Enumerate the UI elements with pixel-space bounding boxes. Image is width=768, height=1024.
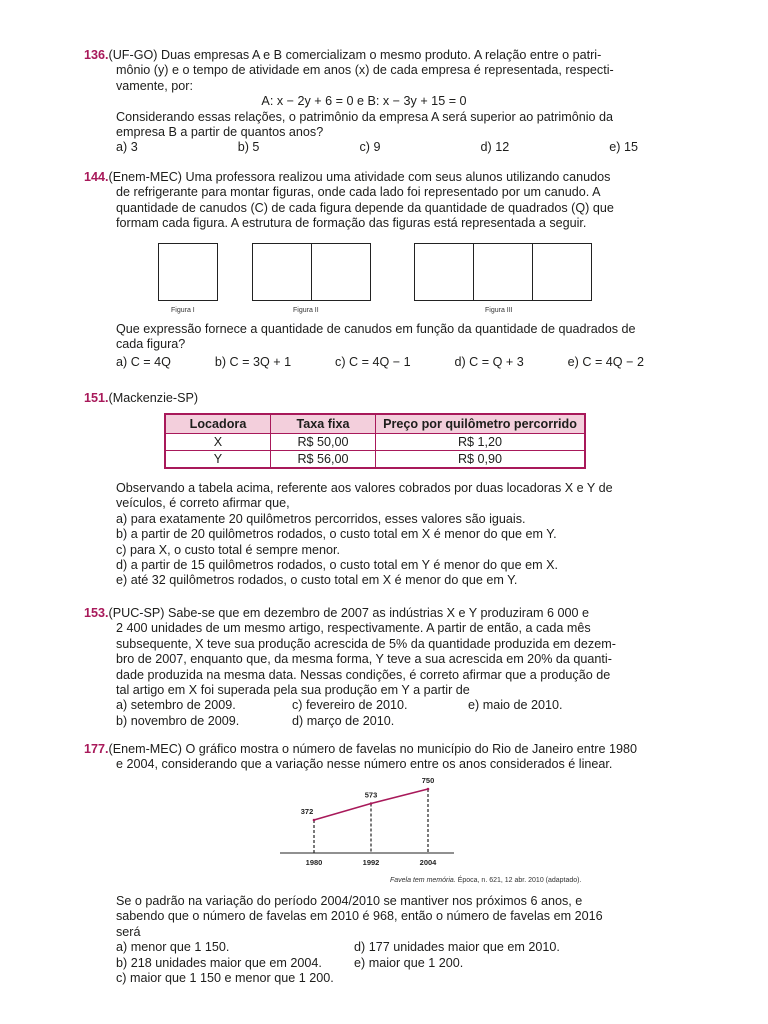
question-136 bbox=[84, 48, 644, 156]
question-number: 177. bbox=[84, 742, 109, 756]
x-tick-label: 2004 bbox=[419, 858, 437, 867]
source-title: Favela tem memória. bbox=[390, 877, 456, 884]
square bbox=[158, 243, 218, 301]
statement-line: mônio (y) e o tempo de atividade em anos (x) de cada empresa é representada, respecti- bbox=[116, 63, 614, 78]
question-151-header bbox=[84, 391, 644, 406]
source-details: Época, n. 621, 12 abr. 2010 (adaptado). bbox=[455, 877, 582, 884]
square bbox=[473, 243, 533, 301]
x-tick-label: 1992 bbox=[362, 858, 380, 867]
square bbox=[414, 243, 474, 301]
x-tick-label: 1980 bbox=[305, 858, 323, 867]
options-column bbox=[116, 940, 354, 986]
statement-line: (PUC-SP) Sabe-se que em dezembro de 2007 as indústrias X e Y produziram 6 000 e bbox=[108, 606, 589, 620]
table-cell: R$ 50,00 bbox=[271, 434, 376, 451]
options-grid bbox=[84, 940, 644, 986]
data-label: 573 bbox=[364, 790, 378, 800]
option: b) 218 unidades maior que em 2004. bbox=[116, 955, 322, 970]
options bbox=[84, 140, 644, 155]
statement-line: de refrigerante para montar figuras, onde cada lado foi representado por um canudo. A bbox=[116, 185, 601, 200]
option: c) fevereiro de 2010. bbox=[292, 698, 408, 713]
statement-line: dade produzida na mesma data. Nessas condições, é correto afirmar que a produção de bbox=[116, 667, 611, 682]
options bbox=[84, 355, 644, 370]
statement-line: (Enem-MEC) Uma professora realizou uma atividade com seus alunos utilizando canudos bbox=[108, 170, 611, 184]
question-number: 153. bbox=[84, 606, 109, 620]
statement-line: subsequente, X teve sua produção acrescida de 5% da quantidade produzida em dezem- bbox=[116, 636, 616, 651]
question-number: 151. bbox=[84, 391, 109, 405]
option: d) março de 2010. bbox=[292, 713, 395, 728]
table-row bbox=[165, 451, 585, 469]
option: e) 15 bbox=[609, 140, 638, 155]
option: e) C = 4Q − 2 bbox=[567, 354, 644, 369]
question-line: será bbox=[116, 924, 141, 939]
figure-label: Figura II bbox=[293, 307, 319, 314]
square bbox=[252, 243, 312, 301]
square bbox=[311, 243, 371, 301]
statement-line: (Enem-MEC) O gráfico mostra o número de favelas no município do Rio de Janeiro entre 1980 bbox=[108, 742, 638, 756]
statement-line: Observando a tabela acima, referente aos valores cobrados por duas locadoras X e Y de bbox=[116, 481, 613, 495]
source: (Mackenzie-SP) bbox=[108, 391, 199, 405]
option: c) maior que 1 150 e menor que 1 200. bbox=[116, 971, 334, 986]
figure-label: Figura I bbox=[171, 307, 195, 314]
statement-line: formam cada figura. A estrutura de formação das figuras está representada a seguir. bbox=[116, 216, 587, 231]
question-177-prompt bbox=[84, 894, 644, 986]
option: b) novembro de 2009. bbox=[116, 713, 240, 728]
statement-line: vamente, por: bbox=[116, 78, 194, 93]
figure-label: Figura III bbox=[485, 307, 513, 314]
statement-line: (UF-GO) Duas empresas A e B comercializam o mesmo produto. A relação entre o patri- bbox=[108, 48, 602, 62]
statement-line: quantidade de canudos (C) de cada figura depende da quantidade de quadrados (Q) que bbox=[116, 200, 614, 215]
column-header: Preço por quilômetro percorrido bbox=[376, 414, 586, 434]
data-point bbox=[370, 802, 373, 805]
option: b) 5 bbox=[237, 140, 260, 155]
option: d) 12 bbox=[480, 140, 510, 155]
option: a) 3 bbox=[116, 140, 138, 155]
data-label: 372 bbox=[300, 807, 314, 816]
option: e) maior que 1 200. bbox=[354, 955, 464, 970]
table-cell: R$ 0,90 bbox=[376, 451, 586, 469]
favela-line-chart bbox=[270, 770, 460, 874]
table-cell: R$ 1,20 bbox=[376, 434, 586, 451]
question-line: sabendo que o número de favelas em 2010 é 968, então o número de favelas em 2016 bbox=[116, 909, 603, 924]
option: a) C = 4Q bbox=[116, 354, 171, 369]
table-cell: X bbox=[165, 434, 271, 451]
column-header: Taxa fixa bbox=[271, 414, 376, 434]
column-header: Locadora bbox=[165, 414, 271, 434]
statement-line: tal artigo em X foi superada pela sua produção em Y a partir de bbox=[116, 683, 470, 698]
statement-line: veículos, é correto afirmar que, bbox=[116, 496, 290, 511]
options-column bbox=[354, 940, 560, 986]
question-line: empresa B a partir de quantos anos? bbox=[116, 125, 324, 140]
option: c) 9 bbox=[359, 140, 381, 155]
rental-table bbox=[164, 413, 586, 469]
question-144 bbox=[84, 170, 644, 232]
square bbox=[532, 243, 592, 301]
question-151-body bbox=[84, 481, 644, 589]
option: d) a partir de 15 quilômetros rodados, o custo total em Y é menor do que em X. bbox=[116, 558, 558, 573]
option: d) C = Q + 3 bbox=[454, 354, 524, 369]
question-144-prompt bbox=[84, 322, 644, 370]
table-header-row bbox=[165, 414, 585, 434]
statement-line: bro de 2007, enquanto que, da mesma forma, Y teve a sua acrescida em 20% da quanti- bbox=[116, 652, 612, 667]
statement-line: 2 400 unidades de um mesmo artigo, respectivamente. A partir de então, a cada mês bbox=[116, 621, 591, 636]
option: a) setembro de 2009. bbox=[116, 698, 236, 713]
option: c) para X, o custo total é sempre menor. bbox=[116, 542, 340, 557]
data-point bbox=[427, 788, 430, 791]
data-label: 750 bbox=[421, 776, 435, 785]
option: c) C = 4Q − 1 bbox=[335, 354, 411, 369]
option: d) 177 unidades maior que em 2010. bbox=[354, 940, 560, 955]
question-line: Que expressão fornece a quantidade de canudos em função da quantidade de quadrados de bbox=[116, 322, 636, 336]
data-point bbox=[313, 819, 316, 822]
statement-line: e 2004, considerando que a variação nesse número entre os anos considerados é linear. bbox=[116, 757, 613, 772]
question-153 bbox=[84, 606, 644, 729]
equation: A: x − 2y + 6 = 0 e B: x − 3y + 15 = 0 bbox=[261, 94, 467, 109]
option: b) a partir de 20 quilômetros rodados, o custo total em X é menor do que em Y. bbox=[116, 527, 557, 542]
option: a) menor que 1 150. bbox=[116, 940, 230, 955]
question-line: Se o padrão na variação do período 2004/2010 se mantiver nos próximos 6 anos, e bbox=[116, 894, 583, 908]
table-row bbox=[165, 434, 585, 451]
options-row bbox=[84, 698, 644, 713]
question-line: Considerando essas relações, o patrimônio da empresa A será superior ao patrimônio da bbox=[116, 109, 614, 124]
question-line: cada figura? bbox=[116, 337, 186, 352]
question-number: 136. bbox=[84, 48, 109, 62]
table-cell: Y bbox=[165, 451, 271, 469]
question-number: 144. bbox=[84, 170, 109, 184]
option: a) para exatamente 20 quilômetros percorridos, esses valores são iguais. bbox=[116, 511, 526, 526]
source-citation bbox=[390, 877, 581, 884]
option: e) maio de 2010. bbox=[468, 698, 563, 713]
question-177 bbox=[84, 742, 644, 773]
option: b) C = 3Q + 1 bbox=[214, 354, 292, 369]
options-row bbox=[84, 714, 644, 729]
option: e) até 32 quilômetros rodados, o custo total em X é menor do que em Y. bbox=[116, 573, 518, 588]
table-cell: R$ 56,00 bbox=[271, 451, 376, 469]
